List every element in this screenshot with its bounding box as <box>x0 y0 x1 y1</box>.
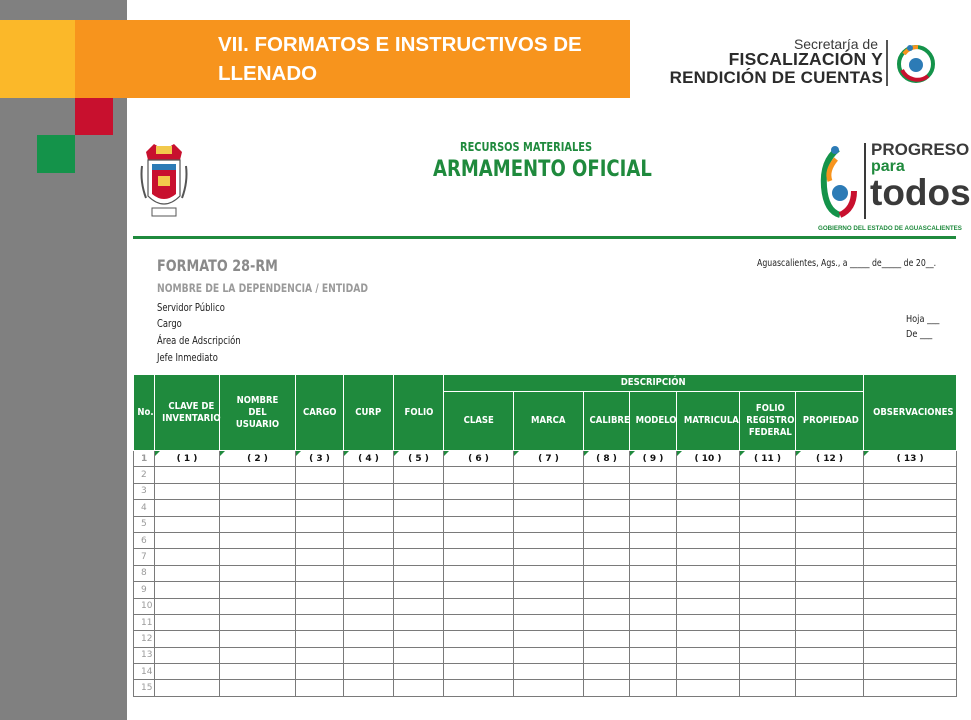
blank-cell <box>444 565 514 581</box>
blank-cell <box>155 614 220 630</box>
blank-cell <box>740 467 796 483</box>
blank-cell <box>864 647 957 663</box>
blank-cell <box>296 500 344 516</box>
field-servidor: Servidor Público <box>157 302 225 314</box>
blank-cell <box>740 483 796 499</box>
blank-cell <box>864 614 957 630</box>
blank-cell <box>514 500 584 516</box>
blank-cell <box>296 614 344 630</box>
table-row <box>134 483 957 499</box>
blank-cell <box>220 500 296 516</box>
green-rule <box>133 236 956 239</box>
blank-cell <box>677 483 740 499</box>
blank-cell <box>344 532 394 548</box>
blank-cell <box>740 516 796 532</box>
code-cell: ( 11 ) <box>740 451 796 467</box>
col-header-clave: CLAVE DE INVENTARIO <box>155 375 220 451</box>
blank-cell <box>394 598 444 614</box>
blank-cell <box>864 467 957 483</box>
blank-cell <box>740 565 796 581</box>
row-number: 12 <box>134 631 155 647</box>
blank-cell <box>584 565 630 581</box>
blank-cell <box>740 614 796 630</box>
row-number: 1 <box>134 451 155 467</box>
format-table <box>133 374 957 697</box>
table-row <box>134 631 957 647</box>
formato-code: FORMATO 28-RM <box>157 256 278 275</box>
blank-cell <box>796 582 864 598</box>
blank-cell <box>220 647 296 663</box>
code-cell: ( 9 ) <box>630 451 677 467</box>
blank-cell <box>584 483 630 499</box>
blank-cell <box>344 647 394 663</box>
blank-cell <box>514 467 584 483</box>
blank-cell <box>394 516 444 532</box>
sfrc-separator <box>886 40 888 86</box>
col-header-observaciones: OBSERVACIONES <box>864 375 957 451</box>
blank-cell <box>740 598 796 614</box>
code-cell: ( 7 ) <box>514 451 584 467</box>
progreso-word: PROGRESO <box>871 140 970 159</box>
blank-cell <box>796 565 864 581</box>
blank-cell <box>796 680 864 696</box>
blank-cell <box>155 500 220 516</box>
col-header-marca: MARCA <box>514 392 584 451</box>
blank-cell <box>740 647 796 663</box>
dependencia-label: NOMBRE DE LA DEPENDENCIA / ENTIDAD <box>157 281 368 295</box>
blank-cell <box>630 582 677 598</box>
code-cell: ( 4 ) <box>344 451 394 467</box>
blank-cell <box>444 532 514 548</box>
blank-cell <box>444 582 514 598</box>
blank-cell <box>444 664 514 680</box>
blank-cell <box>155 631 220 647</box>
blank-cell <box>394 582 444 598</box>
blank-cell <box>514 565 584 581</box>
blank-cell <box>796 647 864 663</box>
blank-cell <box>344 565 394 581</box>
sfrc-small-text: Secretaría de <box>793 36 878 52</box>
col-header-folio: FOLIO <box>394 375 444 451</box>
blank-cell <box>864 483 957 499</box>
row-number: 5 <box>134 516 155 532</box>
code-cell: ( 8 ) <box>584 451 630 467</box>
table-body <box>134 451 957 697</box>
code-cell: ( 5 ) <box>394 451 444 467</box>
blank-cell <box>155 549 220 565</box>
blank-cell <box>344 614 394 630</box>
blank-cell <box>514 614 584 630</box>
sfrc-emblem-icon <box>894 40 938 86</box>
field-cargo: Cargo <box>157 318 182 330</box>
blank-cell <box>630 680 677 696</box>
hoja-label: Hoja ___ <box>906 314 940 325</box>
blank-cell <box>220 680 296 696</box>
blank-cell <box>630 664 677 680</box>
blank-cell <box>584 582 630 598</box>
field-jefe: Jefe Inmediato <box>157 352 218 364</box>
document-image <box>133 130 971 710</box>
blank-cell <box>155 598 220 614</box>
blank-cell <box>394 664 444 680</box>
blank-cell <box>630 565 677 581</box>
blank-cell <box>344 680 394 696</box>
table-row <box>134 500 957 516</box>
blank-cell <box>220 565 296 581</box>
group-header-descripcion: DESCRIPCIÓN <box>444 375 864 392</box>
table-row <box>134 565 957 581</box>
blank-cell <box>584 516 630 532</box>
sfrc-line2: RENDICIÓN DE CUENTAS <box>669 68 883 87</box>
col-header-matricula: MATRICULA <box>677 392 740 451</box>
blank-cell <box>344 467 394 483</box>
blank-cell <box>740 549 796 565</box>
blank-cell <box>740 500 796 516</box>
blank-cell <box>796 467 864 483</box>
sfrc-line1: FISCALIZACIÓN Y <box>728 49 883 69</box>
blank-cell <box>220 532 296 548</box>
blank-cell <box>220 582 296 598</box>
blank-cell <box>677 549 740 565</box>
blank-cell <box>155 532 220 548</box>
row-number: 13 <box>134 647 155 663</box>
blank-cell <box>864 532 957 548</box>
blank-cell <box>514 631 584 647</box>
blank-cell <box>677 647 740 663</box>
blank-cell <box>155 467 220 483</box>
col-header-nombre: NOMBRE DEL USUARIO <box>220 375 296 451</box>
blank-cell <box>344 483 394 499</box>
blank-cell <box>796 516 864 532</box>
blank-cell <box>296 582 344 598</box>
blank-cell <box>677 631 740 647</box>
col-header-clase: CLASE <box>444 392 514 451</box>
blank-cell <box>740 631 796 647</box>
blank-cell <box>220 516 296 532</box>
blank-cell <box>155 647 220 663</box>
code-cell: ( 10 ) <box>677 451 740 467</box>
de-label: De ___ <box>906 329 933 340</box>
blank-cell <box>394 614 444 630</box>
blank-cell <box>296 516 344 532</box>
code-cell: ( 12 ) <box>796 451 864 467</box>
code-cell: ( 1 ) <box>155 451 220 467</box>
col-header-modelo: MODELO <box>630 392 677 451</box>
blank-cell <box>296 467 344 483</box>
row-number: 9 <box>134 582 155 598</box>
blank-cell <box>155 516 220 532</box>
blank-cell <box>394 532 444 548</box>
row-number: 7 <box>134 549 155 565</box>
blank-cell <box>630 467 677 483</box>
blank-cell <box>344 582 394 598</box>
blank-cell <box>630 614 677 630</box>
blank-cell <box>796 598 864 614</box>
code-cell: ( 6 ) <box>444 451 514 467</box>
table-row <box>134 614 957 630</box>
blank-cell <box>296 598 344 614</box>
state-crest-icon <box>140 142 188 226</box>
blank-cell <box>796 664 864 680</box>
format-table-wrap <box>133 374 956 697</box>
blank-cell <box>155 664 220 680</box>
para-word: para <box>871 158 905 175</box>
row-number: 3 <box>134 483 155 499</box>
blank-cell <box>677 582 740 598</box>
blank-cell <box>514 532 584 548</box>
blank-cell <box>864 516 957 532</box>
table-row <box>134 532 957 548</box>
blank-cell <box>677 664 740 680</box>
blank-cell <box>220 631 296 647</box>
blank-cell <box>740 664 796 680</box>
blank-cell <box>444 680 514 696</box>
red-square <box>75 98 113 135</box>
blank-cell <box>677 565 740 581</box>
blank-cell <box>677 614 740 630</box>
blank-cell <box>444 549 514 565</box>
blank-cell <box>444 631 514 647</box>
blank-cell <box>584 532 630 548</box>
blank-cell <box>444 500 514 516</box>
code-cell: ( 13 ) <box>864 451 957 467</box>
blank-cell <box>864 565 957 581</box>
blank-cell <box>344 631 394 647</box>
blank-cell <box>514 647 584 663</box>
blank-cell <box>584 680 630 696</box>
blank-cell <box>796 549 864 565</box>
blank-cell <box>220 483 296 499</box>
blank-cell <box>630 647 677 663</box>
col-header-cargo: CARGO <box>296 375 344 451</box>
blank-cell <box>296 549 344 565</box>
blank-cell <box>864 680 957 696</box>
blank-cell <box>296 565 344 581</box>
blank-cell <box>155 483 220 499</box>
blank-cell <box>584 598 630 614</box>
blank-cell <box>344 664 394 680</box>
blank-cell <box>394 467 444 483</box>
blank-cell <box>296 664 344 680</box>
blank-cell <box>394 647 444 663</box>
row-number: 10 <box>134 598 155 614</box>
slide-title: VII. FORMATOS E INSTRUCTIVOS DE LLENADO <box>218 33 582 85</box>
row-number: 2 <box>134 467 155 483</box>
todos-word: todos <box>870 172 971 213</box>
blank-cell <box>296 631 344 647</box>
blank-cell <box>677 500 740 516</box>
blank-cell <box>514 664 584 680</box>
blank-cell <box>220 614 296 630</box>
blank-cell <box>630 500 677 516</box>
blank-cell <box>296 532 344 548</box>
blank-cell <box>514 516 584 532</box>
blank-cell <box>740 680 796 696</box>
blank-cell <box>296 647 344 663</box>
code-cell: ( 2 ) <box>220 451 296 467</box>
green-square <box>37 135 75 173</box>
blank-cell <box>514 549 584 565</box>
row-number: 6 <box>134 532 155 548</box>
blank-cell <box>630 483 677 499</box>
blank-cell <box>220 664 296 680</box>
row-number: 8 <box>134 565 155 581</box>
col-header-folio-registro: FOLIO REGISTRO FEDERAL <box>740 392 796 451</box>
blank-cell <box>584 647 630 663</box>
blank-cell <box>584 631 630 647</box>
blank-cell <box>630 516 677 532</box>
blank-cell <box>155 680 220 696</box>
blank-cell <box>584 549 630 565</box>
blank-cell <box>394 680 444 696</box>
doc-heading-small: RECURSOS MATERIALES <box>460 140 593 154</box>
blank-cell <box>444 647 514 663</box>
blank-cell <box>155 565 220 581</box>
blank-cell <box>444 598 514 614</box>
blank-cell <box>864 664 957 680</box>
col-header-propiedad: PROPIEDAD <box>796 392 864 451</box>
doc-heading-large: ARMAMENTO OFICIAL <box>433 157 652 182</box>
col-header-no: No. <box>134 375 155 451</box>
blank-cell <box>344 500 394 516</box>
table-row <box>134 647 957 663</box>
blank-cell <box>630 532 677 548</box>
row-number: 15 <box>134 680 155 696</box>
blank-cell <box>394 500 444 516</box>
blank-cell <box>630 549 677 565</box>
blank-cell <box>740 582 796 598</box>
blank-cell <box>394 483 444 499</box>
blank-cell <box>444 516 514 532</box>
blank-cell <box>344 549 394 565</box>
blank-cell <box>864 582 957 598</box>
blank-cell <box>796 631 864 647</box>
blank-cell <box>796 500 864 516</box>
blank-cell <box>677 598 740 614</box>
row-number: 4 <box>134 500 155 516</box>
blank-cell <box>864 549 957 565</box>
blank-cell <box>514 598 584 614</box>
col-header-curp: CURP <box>344 375 394 451</box>
blank-cell <box>394 565 444 581</box>
blank-cell <box>584 467 630 483</box>
table-row <box>134 582 957 598</box>
blank-cell <box>444 614 514 630</box>
row-number: 11 <box>134 614 155 630</box>
blank-cell <box>296 483 344 499</box>
progreso-emblem-icon <box>818 141 858 221</box>
blank-cell <box>677 516 740 532</box>
blank-cell <box>155 582 220 598</box>
blank-cell <box>584 500 630 516</box>
blank-cell <box>220 549 296 565</box>
blank-cell <box>630 631 677 647</box>
blank-cell <box>796 483 864 499</box>
progreso-separator <box>864 143 866 219</box>
blank-cell <box>740 532 796 548</box>
row-number: 14 <box>134 664 155 680</box>
blank-cell <box>514 582 584 598</box>
blank-cell <box>344 516 394 532</box>
sfrc-logo <box>648 36 948 92</box>
blank-cell <box>796 532 864 548</box>
blank-cell <box>344 598 394 614</box>
blank-cell <box>296 680 344 696</box>
blank-cell <box>220 598 296 614</box>
progreso-logo <box>816 137 971 237</box>
col-header-calibre: CALIBRE <box>584 392 630 451</box>
blank-cell <box>514 680 584 696</box>
place-date-line: Aguascalientes, Ags., a _____ de_____ de 20__. <box>757 258 937 269</box>
field-area: Área de Adscripción <box>157 335 241 347</box>
blank-cell <box>677 532 740 548</box>
table-row <box>134 598 957 614</box>
blank-cell <box>584 664 630 680</box>
blank-cell <box>394 631 444 647</box>
blank-cell <box>864 631 957 647</box>
yellow-square <box>0 20 75 98</box>
blank-cell <box>444 467 514 483</box>
table-row <box>134 516 957 532</box>
table-row <box>134 451 957 467</box>
table-row <box>134 664 957 680</box>
blank-cell <box>677 467 740 483</box>
blank-cell <box>394 549 444 565</box>
table-row <box>134 467 957 483</box>
blank-cell <box>584 614 630 630</box>
blank-cell <box>514 483 584 499</box>
code-cell: ( 3 ) <box>296 451 344 467</box>
blank-cell <box>864 500 957 516</box>
gobierno-caption: GOBIERNO DEL ESTADO DE AGUASCALIENTES <box>818 225 962 232</box>
blank-cell <box>444 483 514 499</box>
blank-cell <box>864 598 957 614</box>
table-row <box>134 549 957 565</box>
blank-cell <box>220 467 296 483</box>
blank-cell <box>630 598 677 614</box>
blank-cell <box>796 614 864 630</box>
blank-cell <box>677 680 740 696</box>
table-row <box>134 680 957 696</box>
